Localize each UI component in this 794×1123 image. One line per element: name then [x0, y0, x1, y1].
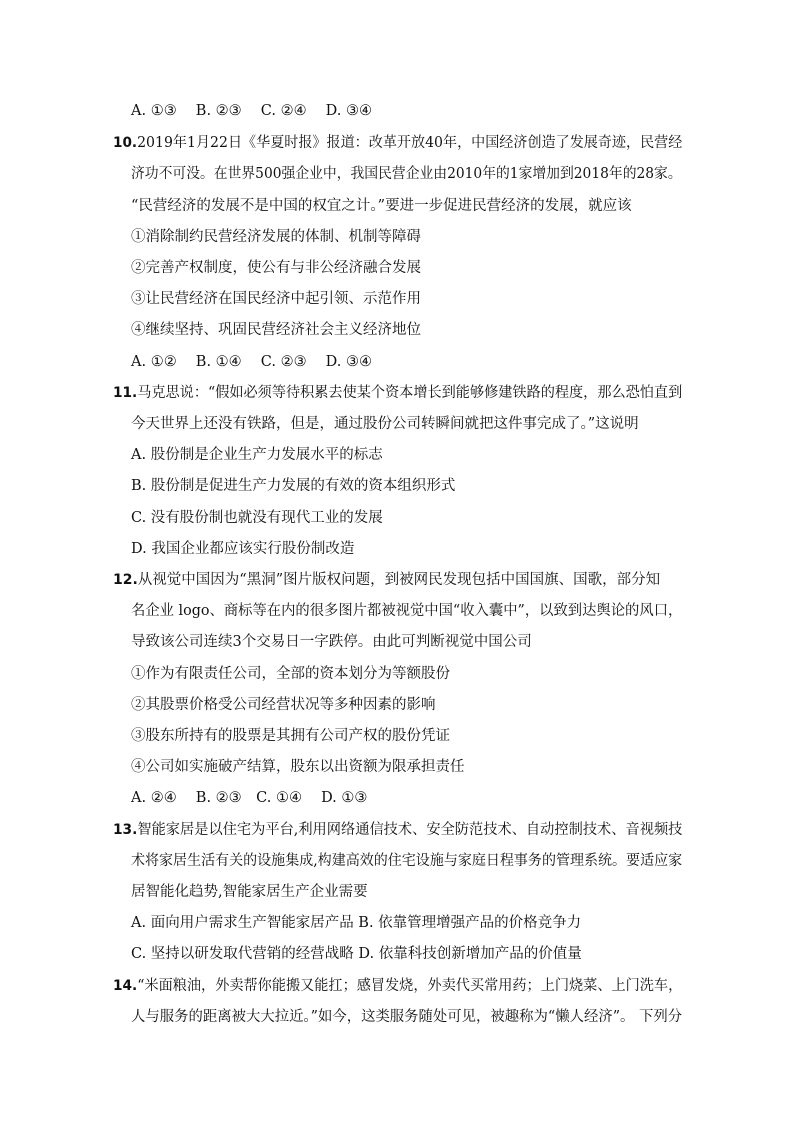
question-number: 12. — [113, 572, 138, 588]
answer-choice: C. 没有股份制也就没有现代工业的发展 — [131, 510, 383, 526]
answer-choice: B. 股份制是促进生产力发展的有效的资本组织形式 — [131, 478, 456, 494]
question-12-text-line-3: 导致该公司连续3个交易日一字跌停。由此可判断视觉中国公司 — [131, 634, 532, 650]
question-10-text-line-3: “民营经济的发展不是中国的权宜之计。”要进一步促进民营经济的发展，就应该 — [131, 198, 632, 214]
question-11-text-line-1: 11.马克思说：“假如必须等待积累去使某个资本增长到能够修建铁路的程度，那么恐怕直到 — [113, 385, 683, 401]
question-12-text-line-1: 12.从视觉中国因为“黑洞”图片版权问题，到被网民发现包括中国国旗、国歌，部分知 — [113, 572, 661, 588]
statement-item: ②完善产权制度，使公有与非公经济融合发展 — [131, 260, 421, 276]
statement-item: ①消除制约民营经济发展的体制、机制等障碍 — [131, 229, 421, 245]
statement-item: ①作为有限责任公司，全部的资本划分为等额股份 — [131, 666, 450, 682]
question-13-text-line-1: 13.智能家居是以住宅为平台,利用网络通信技术、安全防范技术、自动控制技术、音视频技 — [113, 822, 683, 838]
answer-choice: A. 股份制是企业生产力发展水平的标志 — [131, 447, 383, 463]
question-11-text-line-2: 今天世界上还没有铁路，但是，通过股份公司转瞬间就把这件事完成了。”这说明 — [131, 416, 639, 432]
question-13-text-line-2: 术将家居生活有关的设施集成,构建高效的住宅设施与家庭日程事务的管理系统。要适应家 — [131, 853, 683, 869]
statement-item: ②其股票价格受公司经营状况等多种因素的影响 — [131, 697, 436, 713]
statement-item: ④继续坚持、巩固民营经济社会主义经济地位 — [131, 322, 421, 338]
question-number: 14. — [113, 978, 138, 994]
answer-options-q9: A. ①③ B. ②③ C. ②④ D. ③④ — [131, 103, 373, 119]
question-number: 11. — [113, 385, 138, 401]
statement-item: ③让民营经济在国民经济中起引领、示范作用 — [131, 291, 421, 307]
question-number: 10. — [113, 135, 138, 151]
answer-choice: C. 坚持以研发取代营销的经营战略 D. 依靠科技创新增加产品的价值量 — [131, 946, 582, 962]
question-12-text-line-2: 名企业 logo、商标等在内的很多图片都被视觉中国“收入囊中”，以致到达舆论的风口， — [131, 603, 683, 619]
answer-options: A. ②④ B. ②③ C. ①④ D. ①③ — [131, 790, 368, 806]
question-number: 13. — [113, 822, 138, 838]
answer-choice: A. 面向用户需求生产智能家居产品 B. 依靠管理增强产品的价格竞争力 — [131, 915, 582, 931]
question-14-text-line-2: 人与服务的距离被大大拉近。”如今，这类服务随处可见，被趣称为“懒人经济”。 下列分 — [131, 1009, 683, 1025]
question-14-text-line-1: 14.“米面粮油，外卖帮你能搬又能扛；感冒发烧，外卖代买常用药；上门烧菜、上门洗车， — [113, 978, 683, 994]
question-13-text-line-3: 居智能化趋势,智能家居生产企业需要 — [131, 884, 368, 900]
question-10-text-line-1: 10.2019年1月22日《华夏时报》报道：改革开放40年，中国经济创造了发展奇迹，民营经 — [113, 135, 683, 151]
statement-item: ③股东所持有的股票是其拥有公司产权的股份凭证 — [131, 728, 450, 744]
question-10-text-line-2: 济功不可没。在世界500强企业中，我国民营企业由2010年的1家增加到2018年的28家。 — [131, 166, 682, 182]
statement-item: ④公司如实施破产结算，股东以出资额为限承担责任 — [131, 759, 465, 775]
answer-choice: D. 我国企业都应该实行股份制改造 — [131, 541, 355, 557]
answer-options: A. ①② B. ①④ C. ②③ D. ③④ — [131, 354, 373, 370]
